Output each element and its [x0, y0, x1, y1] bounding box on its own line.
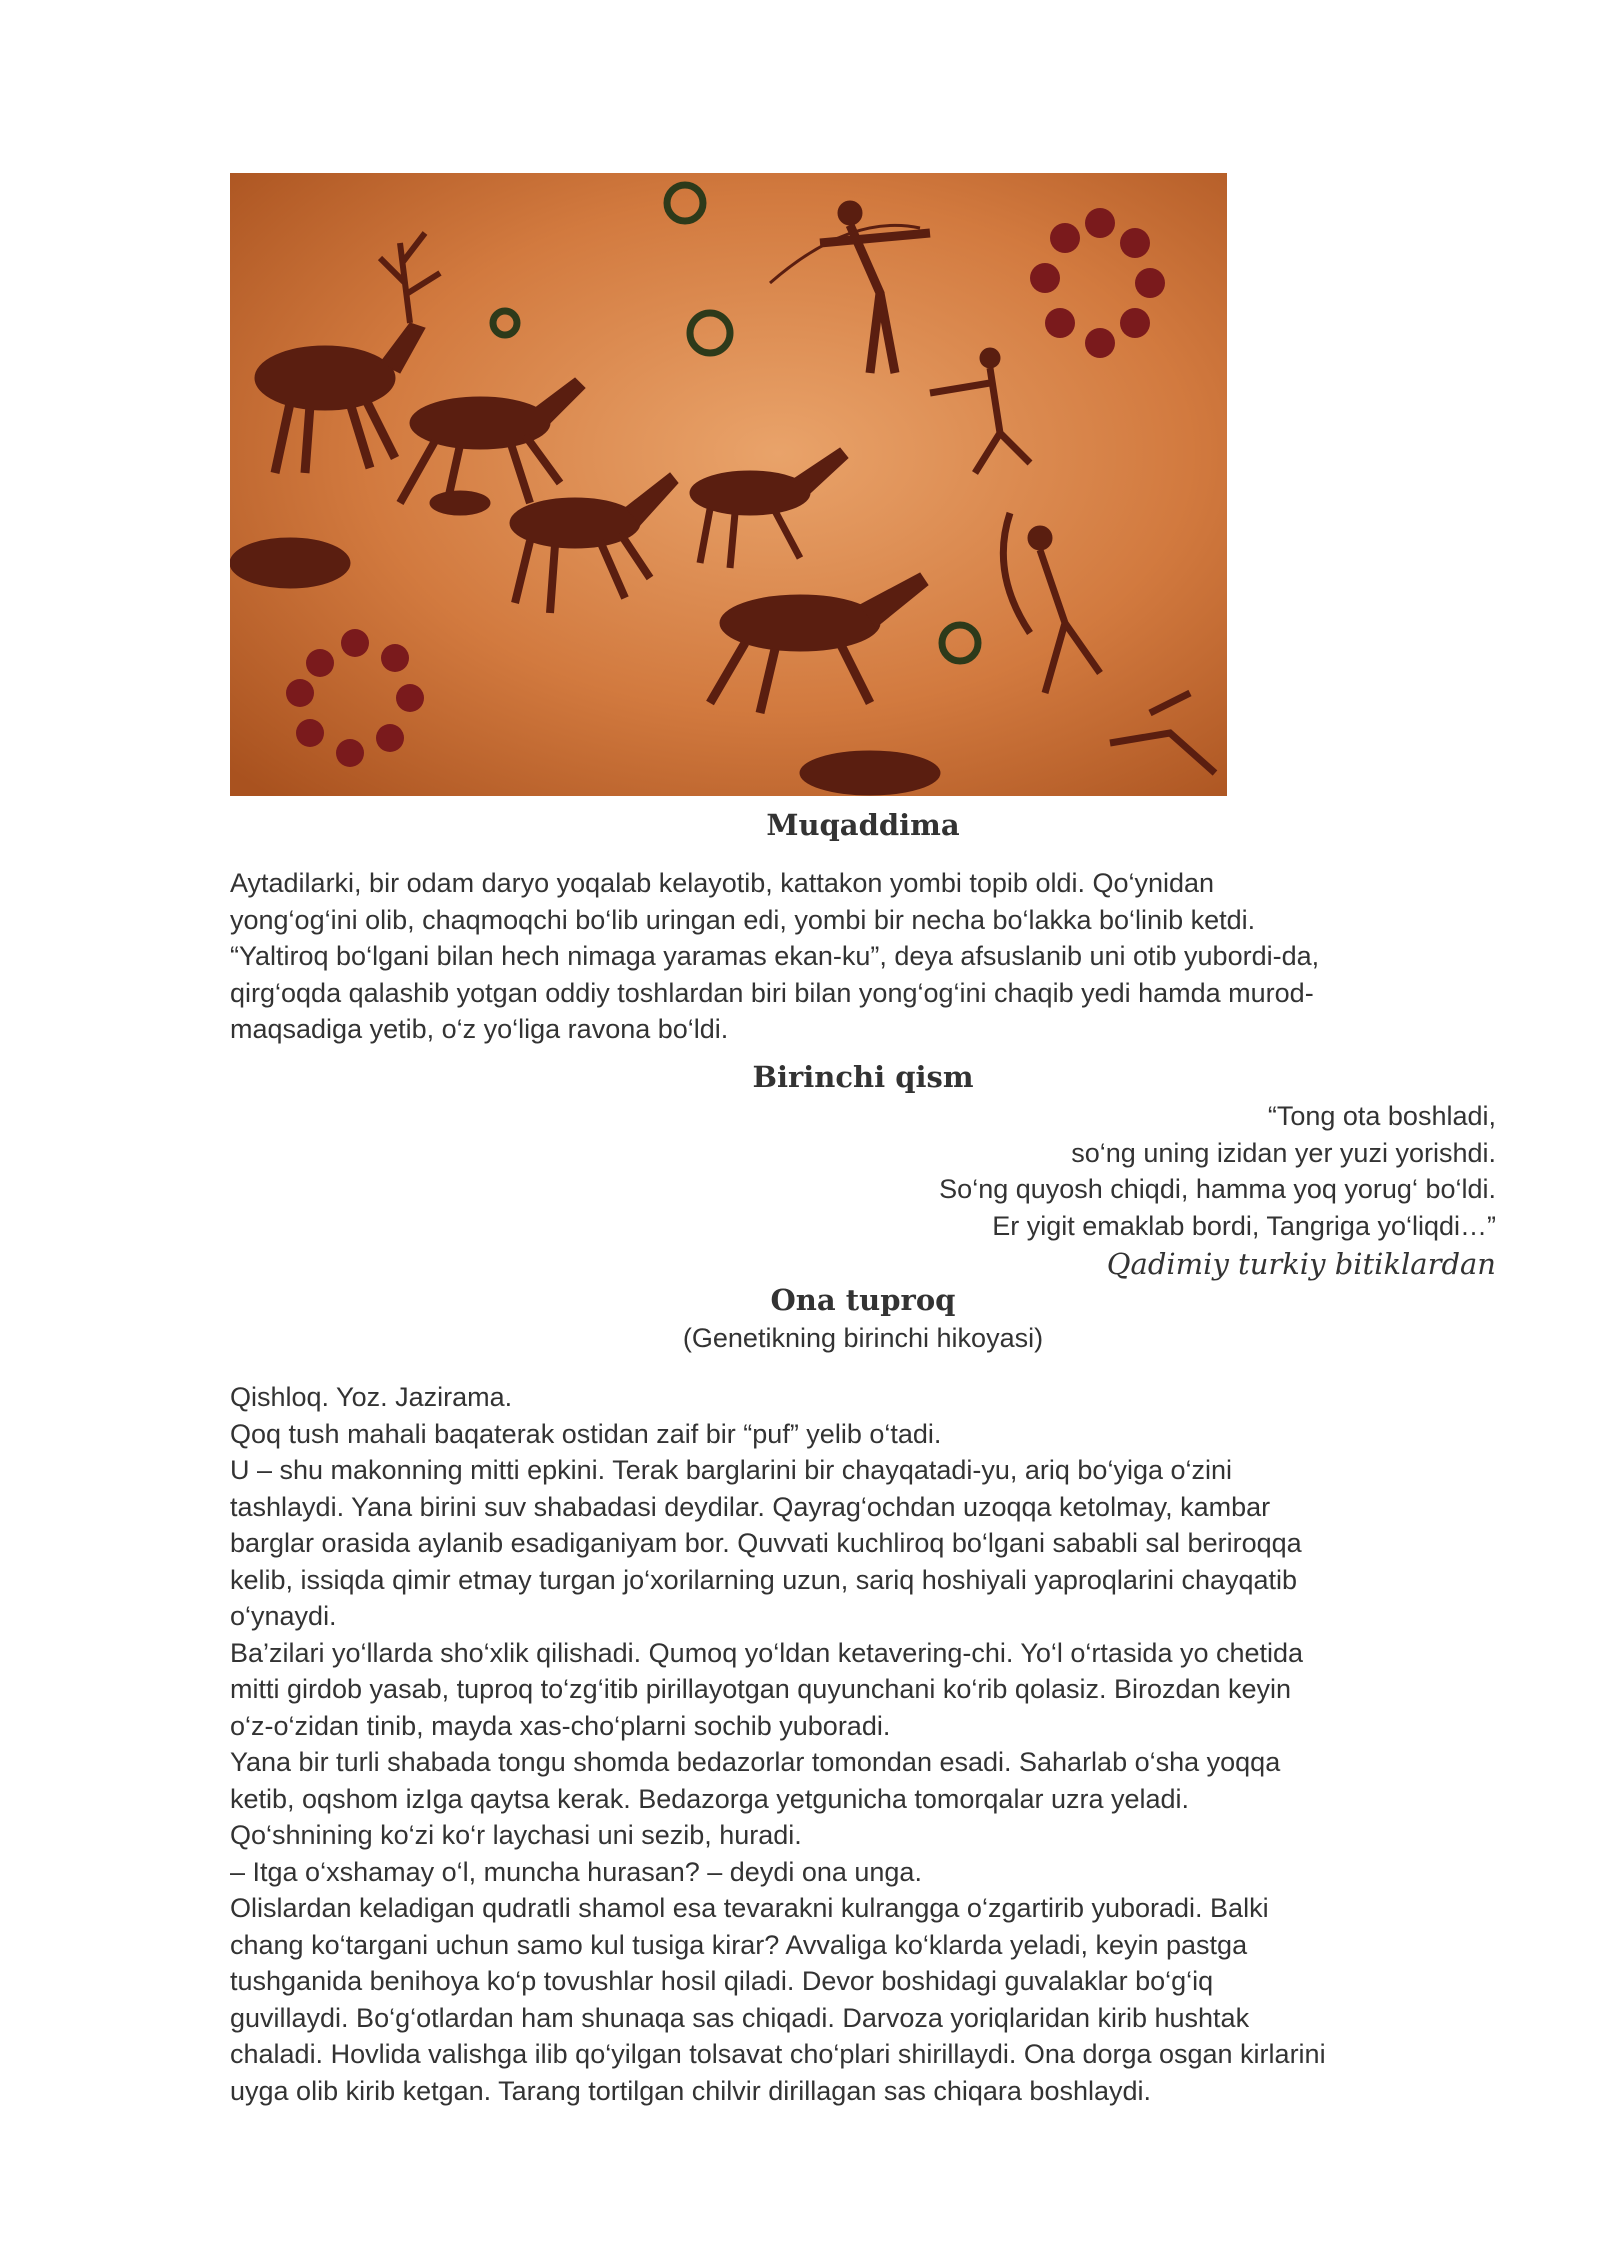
story-subtitle: (Genetikning birinchi hikoyasi) [682, 1323, 1044, 1353]
text-line: ketib, oqshom izIga qaytsa kerak. Bedazorga yetgunicha tomorqalar uzra yeladi. [230, 1783, 1190, 1814]
text-line: Qoq tush mahali baqaterak ostidan zaif bir “puf” yelib o‘tadi. [230, 1418, 942, 1449]
intro-paragraph [230, 865, 1510, 1048]
text-line: o‘ynaydi. [230, 1601, 337, 1631]
text-line: Qo‘shnining ko‘zi ko‘r laychasi uni sezib, huradi. [230, 1820, 802, 1850]
intro-heading: Muqaddima [766, 808, 960, 842]
cave-painting-image [230, 173, 1227, 796]
text-line: guvillaydi. Bo‘g‘otlardan ham shunaqa sas chiqadi. Darvoza yoriqlaridan kirib hushtak [230, 2002, 1250, 2033]
text-line: – Itga o‘xshamay o‘l, muncha hurasan? – deydi ona unga. [230, 1856, 922, 1887]
text-line: U – shu makonning mitti epkini. Terak barglarini bir chayqatadi-yu, ariq bo‘yiga o‘zini [230, 1455, 1233, 1485]
text-line: chaladi. Hovlida valishga ilib qo‘yilgan tolsavat cho‘plari shirillaydi. Ona dorga osgan kirlarini [230, 2039, 1326, 2069]
poem-line: so‘ng uning izidan yer yuzi yorishdi. [1071, 1137, 1496, 1168]
text-line: qirg‘oqda qalashib yotgan oddiy toshlardan biri bilan yong‘og‘ini chaqib yedi hamda murod- [230, 977, 1314, 1008]
text-line: chang ko‘targani uchun samo kul tusiga kirar? Avvaliga ko‘klarda yeladi, keyin pastga [230, 1929, 1248, 1960]
text-line: Olislardan keladigan qudratli shamol esa tevarakni kulrangga o‘zgartirib yuboradi. Balki [230, 1893, 1269, 1923]
poem-line: Er yigit emaklab bordi, Tangriga yo‘liqdi…” [992, 1210, 1496, 1241]
epigraph-poem [230, 1098, 1496, 1284]
text-line: mitti girdob yasab, tuproq to‘zg‘itib pirillayotgan quyunchani ko‘rib qolasiz. Birozdan keyin [230, 1674, 1292, 1704]
story-body [230, 1379, 1510, 2109]
part-one-heading: Birinchi qism [752, 1060, 974, 1094]
text-line: o‘z-o‘zidan tinib, mayda xas-cho‘plarni sochib yuboradi. [230, 1710, 891, 1741]
text-line: Ba’zilari yo‘llarda sho‘xlik qilishadi. Qumoq yo‘ldan ketavering-chi. Yo‘l o‘rtasida yo chetida [230, 1637, 1304, 1668]
text-line: yong‘og‘ini olib, chaqmoqchi bo‘lib uringan edi, yombi bir necha bo‘lakka bo‘linib ketdi. [230, 904, 1256, 935]
text-line: tashlaydi. Yana birini suv shabadasi deydilar. Qayrag‘ochdan uzoqqa ketolmay, kambar [230, 1491, 1271, 1522]
poem-line: “Tong ota boshladi, [1267, 1101, 1496, 1131]
epigraph-attribution: Qadimiy turkiy bitiklardan [1106, 1247, 1496, 1281]
poem-line: So‘ng quyosh chiqdi, hamma yoq yorug‘ bo‘ldi. [939, 1174, 1496, 1204]
text-line: maqsadiga yetib, o‘z yo‘liga ravona bo‘ldi. [230, 1014, 729, 1044]
text-line: Aytadilarki, bir odam daryo yoqalab kelayotib, kattakon yombi topib oldi. Qo‘ynidan [230, 868, 1215, 898]
text-line: Qishloq. Yoz. Jazirama. [230, 1382, 513, 1412]
story-title: Ona tuproq [770, 1283, 956, 1317]
text-line: Yana bir turli shabada tongu shomda bedazorlar tomondan esadi. Saharlab o‘sha yoqqa [230, 1747, 1281, 1777]
text-line: tushganida benihoya ko‘p tovushlar hosil qiladi. Devor boshidagi guvalaklar bo‘g‘iq [230, 1966, 1214, 1996]
text-line: kelib, issiqda qimir etmay turgan jo‘xorilarning uzun, sariq hoshiyali yaproqlarini chayqatib [230, 1564, 1298, 1595]
text-line: barglar orasida aylanib esadiganiyam bor. Quvvati kuchliroq bo‘lgani sababli sal beriroqqa [230, 1528, 1302, 1558]
text-line: “Yaltiroq bo‘lgani bilan hech nimaga yaramas ekan-ku”, deya afsuslanib uni otib yubordi-da, [230, 941, 1320, 971]
text-line: uyga olib kirib ketgan. Tarang tortilgan chilvir dirillagan sas chiqara boshlaydi. [230, 2075, 1152, 2106]
